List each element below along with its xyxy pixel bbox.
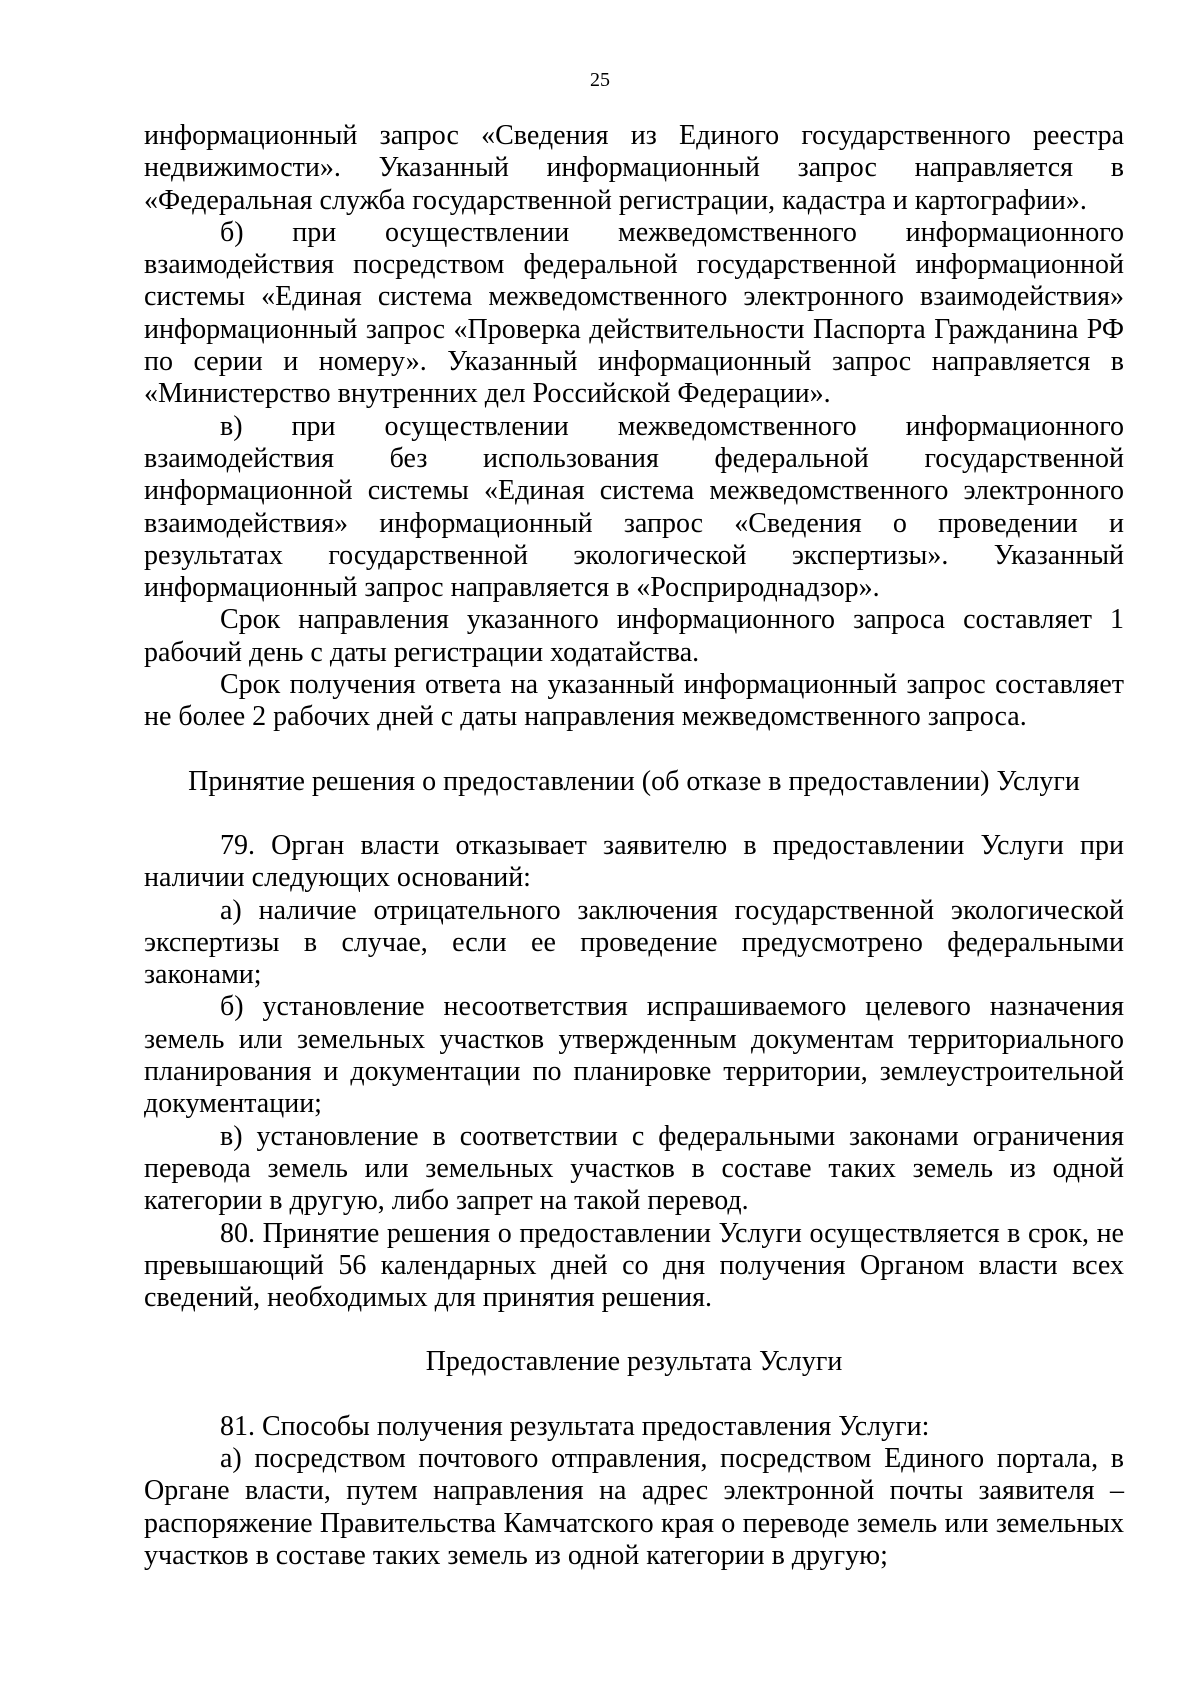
paragraph-79-item-a: а) наличие отрицательного заключения государственной экологической экспертизы в случае, если ее проведение предусмотрено федеральными законами;: [144, 894, 1124, 991]
spacer: [144, 1314, 1124, 1346]
page-number: 25: [590, 69, 610, 91]
spacer: [144, 734, 1124, 766]
paragraph-80-decision-term: 80. Принятие решения о предоставлении Услуги осуществляется в срок, не превышающий 56 календарных дней со дня получения Органом власти всех сведений, необходимых для принятия решения.: [144, 1217, 1124, 1314]
paragraph-81-item-a: а) посредством почтового отправления, посредством Единого портала, в Органе власти, путем направления на адрес электронной почты заявителя – распоряжение Правительства Камчатского края о переводе земель или земельных участков в составе таких земель из одной категории в другую;: [144, 1442, 1124, 1571]
paragraph-79-refusal-grounds: 79. Орган власти отказывает заявителю в предоставлении Услуги при наличии следующих оснований:: [144, 829, 1124, 894]
paragraph-egrn-request: информационный запрос «Сведения из Единого государственного реестра недвижимости». Указанный информационный запрос направляется в «Федеральная служба государственной регистрации, кадастра и картографии».: [144, 120, 1124, 216]
section-heading-result: Предоставление результата Услуги: [425, 1346, 843, 1378]
paragraph-79-item-v: в) установление в соответствии с федеральными законами ограничения перевода земель или земельных участков в составе таких земель из одной категории в другую, либо запрет на такой перевод.: [144, 1120, 1124, 1217]
paragraph-81-result-methods: 81. Способы получения результата предоставления Услуги:: [220, 1410, 930, 1442]
paragraph-request-term: Срок направления указанного информационного запроса составляет 1 рабочий день с даты регистрации ходатайства.: [144, 604, 1124, 668]
paragraph-79-item-b: б) установление несоответствия испрашиваемого целевого назначения земель или земельных участков утвержденным документам территориального планирования и документации по планировке территории, землеустроительной документации;: [144, 991, 1124, 1120]
paragraph-item-v-ecology: в) при осуществлении межведомственного информационного взаимодействия без использования федеральной государственной информационной системы «Единая система межведомственного электронного взаимодействия» информационный запрос «Сведения о проведении и результатах государственной экологической экспертизы». Указанный информационный запрос направляется в «Росприроднадзор».: [144, 410, 1124, 604]
document-body: [144, 120, 1124, 1572]
section-heading-decision: Принятие решения о предоставлении (об отказе в предоставлении) Услуги: [188, 765, 1080, 797]
paragraph-response-term: Срок получения ответа на указанный информационный запрос составляет не более 2 рабочих дней с даты направления межведомственного запроса.: [144, 669, 1124, 733]
paragraph-item-b-passport: б) при осуществлении межведомственного информационного взаимодействия посредством федеральной государственной информационной системы «Единая система межведомственного электронного взаимодействия» информационный запрос «Проверка действительности Паспорта Гражданина РФ по серии и номеру». Указанный информационный запрос направляется в «Министерство внутренних дел Российской Федерации».: [144, 216, 1124, 410]
spacer: [144, 798, 1124, 830]
spacer: [144, 1379, 1124, 1411]
